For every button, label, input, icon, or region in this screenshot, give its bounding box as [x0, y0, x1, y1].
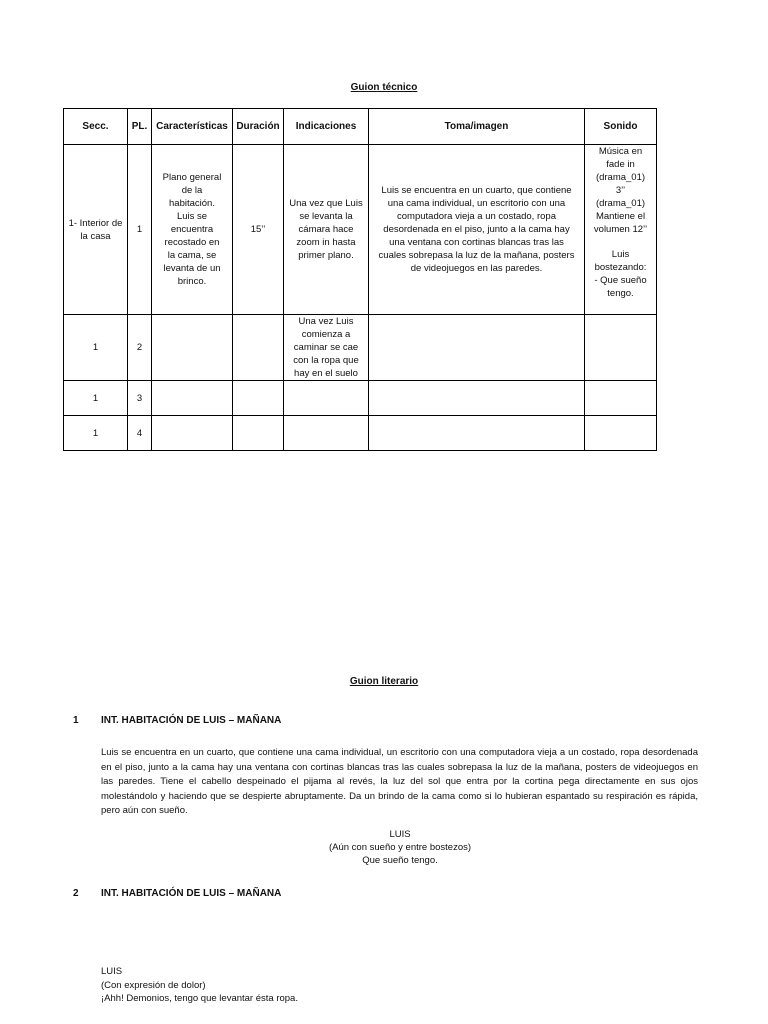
- cell-duracion: [233, 416, 284, 451]
- cell-toma: [369, 416, 585, 451]
- dialogue-line: ¡Ahh! Demonios, tengo que levantar ésta ropa.: [101, 993, 298, 1005]
- cell-duracion: [233, 315, 284, 381]
- literary-script-title: Guion literario: [349, 676, 419, 687]
- cell-sonido: [585, 145, 657, 315]
- dialogue-line: Que sueño tengo.: [362, 854, 438, 866]
- dialogue-block: [0, 829, 768, 867]
- cell-duracion: [233, 381, 284, 416]
- cell-indicaciones: Una vez Luis comienza a caminar se cae con la ropa que hay en el suelo: [284, 315, 369, 381]
- cell-indicaciones: [284, 381, 369, 416]
- cell-secc: 1: [64, 315, 128, 381]
- table-header-row: [64, 109, 657, 145]
- header-duracion: Duración: [233, 109, 284, 145]
- cell-pl: 4: [128, 416, 152, 451]
- header-sonido: Sonido: [585, 109, 657, 145]
- header-pl: PL.: [128, 109, 152, 145]
- cell-pl: 1: [128, 145, 152, 315]
- table-row: [64, 416, 657, 451]
- header-secc: Secc.: [64, 109, 128, 145]
- cell-sonido: [585, 416, 657, 451]
- table-row: [64, 381, 657, 416]
- sonido-dialogue: Luis bostezando: - Que sueño tengo.: [594, 249, 647, 299]
- cell-caracteristicas: [152, 315, 233, 381]
- dialogue-block: [101, 965, 298, 1006]
- character-name: LUIS: [101, 966, 123, 977]
- cell-caracteristicas: [152, 416, 233, 451]
- table-row: [64, 315, 657, 381]
- cell-sonido: [585, 315, 657, 381]
- parenthetical: (Aún con sueño y entre bostezos): [328, 841, 472, 853]
- cell-pl: 2: [128, 315, 152, 381]
- character-name: LUIS: [389, 829, 411, 840]
- table-row: [64, 145, 657, 315]
- cell-toma: [369, 315, 585, 381]
- header-indicaciones: Indicaciones: [284, 109, 369, 145]
- cell-toma: [369, 381, 585, 416]
- cell-pl: 3: [128, 381, 152, 416]
- cell-sonido: [585, 381, 657, 416]
- cell-indicaciones: Una vez que Luis se levanta la cámara hace zoom in hasta primer plano.: [284, 145, 369, 315]
- cell-secc: 1: [64, 416, 128, 451]
- header-caracteristicas: Características: [152, 109, 233, 145]
- cell-caracteristicas: Plano general de la habitación. Luis se encuentra recostado en la cama, se levanta de un brinco.: [152, 145, 233, 315]
- header-toma: Toma/imagen: [369, 109, 585, 145]
- technical-script-title: Guion técnico: [350, 82, 418, 93]
- scene-action: Luis se encuentra en un cuarto, que contiene una cama individual, un escritorio con una computadora vieja a un costado, ropa desordenada en el piso, junto a la cama hay una ventana con cortinas blancas tras las cuales sobrepasa la luz de la mañana, posters de videojuegos en las paredes. Tiene el cabello despeinado el pijama al revés, la luz del sol que entra por la cortina pega directamente en sus ojos molestándolo y haciendo que se despierte abruptamente. Da un brindo de la cama como si lo hubieran espantado su respiración es rápida, pero aún con sueño.: [101, 747, 698, 816]
- scene-slugline: INT. HABITACIÓN DE LUIS – MAÑANA: [101, 715, 282, 726]
- cell-secc: 1: [64, 381, 128, 416]
- sonido-music: Música en fade in (drama_01) 3’’ (drama_01) Mantiene el volumen 12’’: [593, 146, 648, 235]
- cell-duracion: 15’’: [233, 145, 284, 315]
- parenthetical: (Con expresión de dolor): [101, 979, 206, 991]
- scene-slugline: INT. HABITACIÓN DE LUIS – MAÑANA: [101, 888, 282, 899]
- technical-script-table: [63, 108, 657, 451]
- cell-secc: 1- Interior de la casa: [64, 145, 128, 315]
- scene-number: 1: [73, 715, 79, 726]
- cell-toma: Luis se encuentra en un cuarto, que contiene una cama individual, un escritorio con una computadora vieja a un costado, ropa desordenada en el piso, junto a la cama hay una ventana con cortinas blancas tras las cuales sobrepasa la luz de la mañana, posters de videojuegos en las paredes.: [369, 145, 585, 315]
- cell-indicaciones: [284, 416, 369, 451]
- cell-caracteristicas: [152, 381, 233, 416]
- scene-number: 2: [73, 888, 79, 899]
